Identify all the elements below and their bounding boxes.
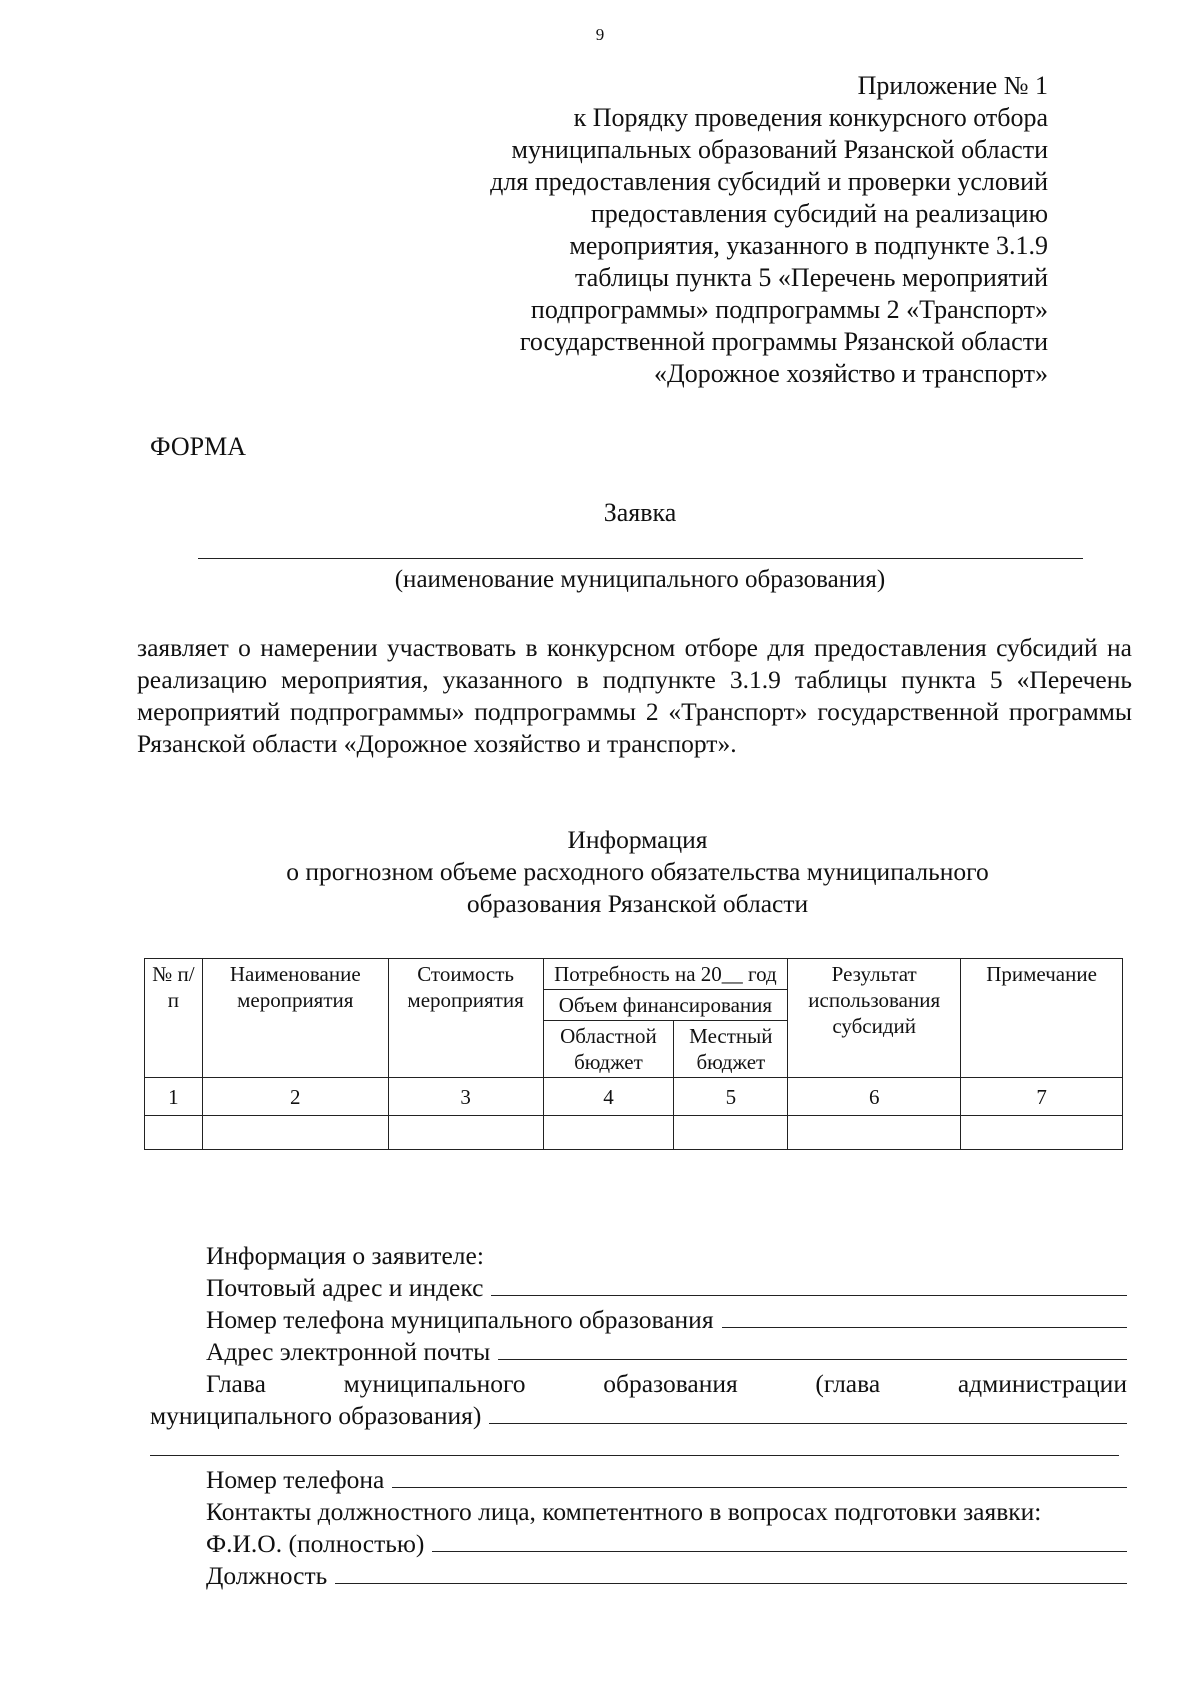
column-number: 5: [674, 1078, 788, 1116]
application-title: Заявка: [603, 498, 677, 527]
email-label: Адрес электронной почты: [206, 1337, 491, 1366]
appendix-line: Приложение № 1: [857, 71, 1048, 100]
column-number: 4: [543, 1078, 674, 1116]
phone-mo-row: [150, 1304, 1127, 1336]
head-word: образования: [603, 1369, 738, 1398]
appendix-line: предоставления субсидий на реализацию: [590, 199, 1048, 228]
position-row: [150, 1560, 1127, 1592]
head-row: [150, 1400, 1127, 1432]
column-number: 2: [202, 1078, 388, 1116]
table-cell[interactable]: [788, 1116, 961, 1150]
column-number: 3: [388, 1078, 543, 1116]
phone-row: [150, 1464, 1127, 1496]
header-volume: Объем финансирования: [543, 990, 788, 1021]
info-section-title: [140, 824, 1135, 920]
page-number: 9: [595, 25, 605, 44]
position-label: Должность: [206, 1561, 328, 1590]
appendix-header: [348, 70, 1048, 390]
head-word: Глава: [206, 1369, 266, 1398]
column-number: 7: [961, 1078, 1123, 1116]
table-cell[interactable]: [961, 1116, 1123, 1150]
appendix-line: к Порядку проведения конкурсного отбора: [573, 103, 1048, 132]
column-number: 1: [145, 1078, 203, 1116]
applicant-info: [150, 1240, 1127, 1592]
appendix-line: государственной программы Рязанской области: [519, 327, 1048, 356]
municipality-name-field[interactable]: [198, 558, 1083, 559]
info-subtitle-1: о прогнозном объеме расходного обязательства муниципального: [286, 857, 989, 886]
phone-label: Номер телефона: [206, 1465, 385, 1494]
head-word: (глава: [815, 1369, 881, 1398]
fio-label: Ф.И.О. (полностью): [206, 1529, 425, 1558]
header-need: Потребность на 20__ год: [543, 959, 788, 990]
position-field[interactable]: [335, 1561, 1127, 1584]
phone-field[interactable]: [392, 1465, 1127, 1488]
form-label: ФОРМА: [150, 432, 246, 461]
applicant-title: Информация о заявителе:: [206, 1241, 484, 1270]
phone-mo-label: Номер телефона муниципального образования: [206, 1305, 714, 1334]
appendix-line: для предоставления субсидий и проверки условий: [490, 167, 1048, 196]
head-word: администрации: [957, 1369, 1127, 1398]
appendix-line: муниципальных образований Рязанской области: [511, 135, 1048, 164]
appendix-line: подпрограммы» подпрограммы 2 «Транспорт»: [530, 295, 1048, 324]
head-label-line1: [150, 1368, 1127, 1400]
header-result: Результат использования субсидий: [788, 959, 961, 1078]
table-cell[interactable]: [543, 1116, 674, 1150]
head-word: муниципального: [343, 1369, 526, 1398]
postal-field[interactable]: [491, 1273, 1127, 1296]
expenditure-table: [144, 958, 1123, 1150]
column-number: 6: [788, 1078, 961, 1116]
declaration-text: заявляет о намерении участвовать в конкурсном отборе для предоставления субсидий на реализацию мероприятия, указанного в подпункте 3.1.9 таблицы пункта 5 «Перечень мероприятий подпрограммы» подпрограммы 2 «Транспорт» государственной программы Рязанской области «Дорожное хозяйство и транспорт».: [137, 633, 1132, 758]
postal-row: [150, 1272, 1127, 1304]
header-regional: Областной бюджет: [543, 1021, 674, 1078]
postal-label: Почтовый адрес и индекс: [206, 1273, 484, 1302]
column-numbers-row: [145, 1078, 1123, 1116]
head-field-continuation[interactable]: [150, 1432, 1127, 1464]
appendix-line: «Дорожное хозяйство и транспорт»: [654, 359, 1048, 388]
info-title: Информация: [567, 825, 708, 854]
header-name: Наименование мероприятия: [202, 959, 388, 1078]
header-local: Местный бюджет: [674, 1021, 788, 1078]
table-cell[interactable]: [674, 1116, 788, 1150]
fio-field[interactable]: [432, 1529, 1127, 1552]
header-note: Примечание: [961, 959, 1123, 1078]
email-field[interactable]: [498, 1337, 1127, 1360]
phone-mo-field[interactable]: [722, 1305, 1127, 1328]
table-cell[interactable]: [388, 1116, 543, 1150]
municipality-caption: (наименование муниципального образования): [394, 566, 886, 593]
head-field[interactable]: [489, 1401, 1127, 1424]
email-row: [150, 1336, 1127, 1368]
table-cell[interactable]: [145, 1116, 203, 1150]
appendix-line: мероприятия, указанного в подпункте 3.1.9: [569, 231, 1048, 260]
appendix-line: таблицы пункта 5 «Перечень мероприятий: [575, 263, 1048, 292]
info-subtitle-2: образования Рязанской области: [466, 889, 809, 918]
fio-row: [150, 1528, 1127, 1560]
head-label-line2: муниципального образования): [150, 1401, 482, 1430]
header-cost: Стоимость мероприятия: [388, 959, 543, 1078]
table-cell[interactable]: [202, 1116, 388, 1150]
table-row: [145, 1116, 1123, 1150]
contacts-label: Контакты должностного лица, компетентного в вопросах подготовки заявки:: [206, 1497, 1042, 1526]
header-num: № п/п: [145, 959, 203, 1078]
